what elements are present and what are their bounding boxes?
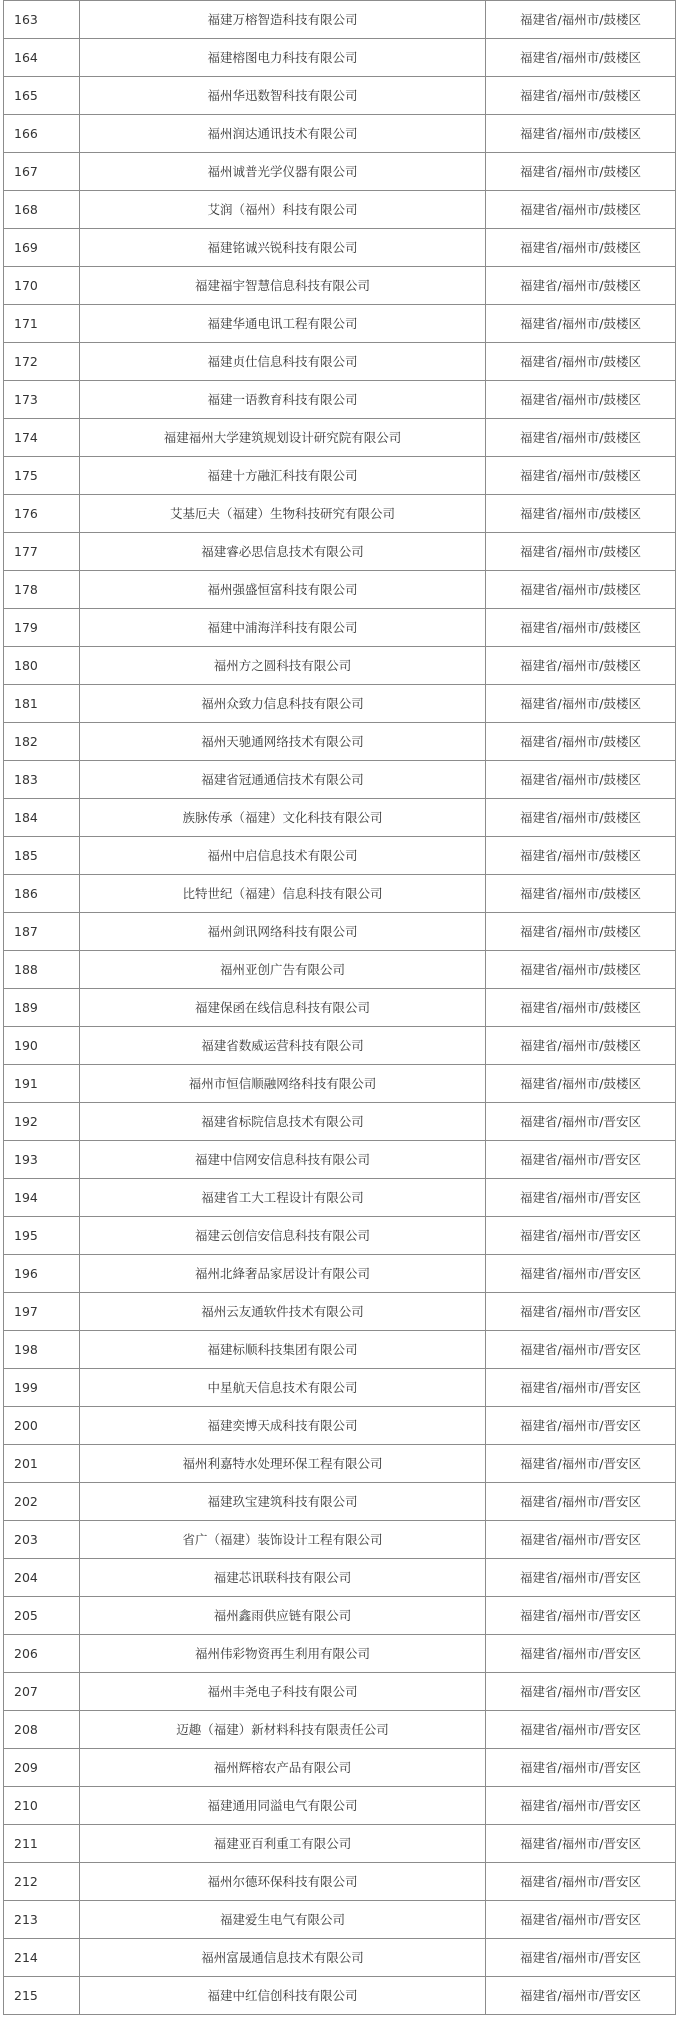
table-row (4, 1141, 676, 1179)
table-row (4, 1, 676, 39)
row-number: 185 (4, 837, 80, 875)
row-number: 197 (4, 1293, 80, 1331)
company-name: 福建福州大学建筑规划设计研究院有限公司 (80, 419, 486, 457)
row-number: 199 (4, 1369, 80, 1407)
row-number: 187 (4, 913, 80, 951)
company-name: 福建玖宝建筑科技有限公司 (80, 1483, 486, 1521)
company-table-body (4, 1, 676, 2015)
table-row (4, 1445, 676, 1483)
row-number: 177 (4, 533, 80, 571)
region-path: 福建省/福州市/鼓楼区 (486, 647, 676, 685)
table-row (4, 1179, 676, 1217)
region-path: 福建省/福州市/晋安区 (486, 1179, 676, 1217)
row-number: 164 (4, 39, 80, 77)
company-name: 福建省标院信息技术有限公司 (80, 1103, 486, 1141)
region-path: 福建省/福州市/晋安区 (486, 1483, 676, 1521)
company-name: 福建省工大工程设计有限公司 (80, 1179, 486, 1217)
table-row (4, 305, 676, 343)
company-name: 福建十方融汇科技有限公司 (80, 457, 486, 495)
region-path: 福建省/福州市/鼓楼区 (486, 229, 676, 267)
region-path: 福建省/福州市/鼓楼区 (486, 381, 676, 419)
table-row (4, 1711, 676, 1749)
company-name: 福州剑讯网络科技有限公司 (80, 913, 486, 951)
region-path: 福建省/福州市/鼓楼区 (486, 723, 676, 761)
company-name: 福建贞仕信息科技有限公司 (80, 343, 486, 381)
row-number: 176 (4, 495, 80, 533)
table-row (4, 267, 676, 305)
region-path: 福建省/福州市/鼓楼区 (486, 1, 676, 39)
company-name: 省广（福建）装饰设计工程有限公司 (80, 1521, 486, 1559)
region-path: 福建省/福州市/晋安区 (486, 1635, 676, 1673)
company-name: 福州亚创广告有限公司 (80, 951, 486, 989)
region-path: 福建省/福州市/鼓楼区 (486, 153, 676, 191)
company-name: 福州中启信息技术有限公司 (80, 837, 486, 875)
region-path: 福建省/福州市/晋安区 (486, 1559, 676, 1597)
table-row (4, 191, 676, 229)
region-path: 福建省/福州市/晋安区 (486, 1977, 676, 2015)
company-name: 福建铭诚兴锐科技有限公司 (80, 229, 486, 267)
row-number: 202 (4, 1483, 80, 1521)
table-row (4, 1825, 676, 1863)
table-row (4, 1635, 676, 1673)
row-number: 181 (4, 685, 80, 723)
table-row (4, 1863, 676, 1901)
row-number: 163 (4, 1, 80, 39)
table-row (4, 799, 676, 837)
table-row (4, 115, 676, 153)
table-row (4, 153, 676, 191)
region-path: 福建省/福州市/鼓楼区 (486, 267, 676, 305)
table-row (4, 1749, 676, 1787)
region-path: 福建省/福州市/鼓楼区 (486, 685, 676, 723)
company-name: 福建奕博天成科技有限公司 (80, 1407, 486, 1445)
table-row (4, 837, 676, 875)
region-path: 福建省/福州市/鼓楼区 (486, 951, 676, 989)
table-row (4, 685, 676, 723)
company-name: 福州富晟通信息技术有限公司 (80, 1939, 486, 1977)
table-row (4, 39, 676, 77)
table-row (4, 913, 676, 951)
region-path: 福建省/福州市/晋安区 (486, 1863, 676, 1901)
table-row (4, 1027, 676, 1065)
table-row (4, 1483, 676, 1521)
region-path: 福建省/福州市/晋安区 (486, 1521, 676, 1559)
company-name: 福建省数威运营科技有限公司 (80, 1027, 486, 1065)
region-path: 福建省/福州市/鼓楼区 (486, 571, 676, 609)
company-name: 福州市恒信顺融网络科技有限公司 (80, 1065, 486, 1103)
company-name: 族脉传承（福建）文化科技有限公司 (80, 799, 486, 837)
company-name: 福州众致力信息科技有限公司 (80, 685, 486, 723)
region-path: 福建省/福州市/晋安区 (486, 1901, 676, 1939)
row-number: 203 (4, 1521, 80, 1559)
region-path: 福建省/福州市/鼓楼区 (486, 419, 676, 457)
table-row (4, 1407, 676, 1445)
region-path: 福建省/福州市/鼓楼区 (486, 191, 676, 229)
region-path: 福建省/福州市/鼓楼区 (486, 799, 676, 837)
row-number: 189 (4, 989, 80, 1027)
row-number: 171 (4, 305, 80, 343)
row-number: 215 (4, 1977, 80, 2015)
table-row (4, 343, 676, 381)
company-name: 福州北綘奢品家居设计有限公司 (80, 1255, 486, 1293)
company-name: 迈趣（福建）新材料科技有限责任公司 (80, 1711, 486, 1749)
region-path: 福建省/福州市/晋安区 (486, 1369, 676, 1407)
company-name: 福建保函在线信息科技有限公司 (80, 989, 486, 1027)
row-number: 207 (4, 1673, 80, 1711)
region-path: 福建省/福州市/晋安区 (486, 1407, 676, 1445)
table-row (4, 647, 676, 685)
company-name: 福州润达通讯技术有限公司 (80, 115, 486, 153)
row-number: 196 (4, 1255, 80, 1293)
region-path: 福建省/福州市/晋安区 (486, 1787, 676, 1825)
company-name: 福州鑫雨供应链有限公司 (80, 1597, 486, 1635)
table-row (4, 77, 676, 115)
row-number: 170 (4, 267, 80, 305)
row-number: 184 (4, 799, 80, 837)
company-name: 福州天驰通网络技术有限公司 (80, 723, 486, 761)
region-path: 福建省/福州市/晋安区 (486, 1749, 676, 1787)
region-path: 福建省/福州市/鼓楼区 (486, 875, 676, 913)
region-path: 福建省/福州市/晋安区 (486, 1825, 676, 1863)
region-path: 福建省/福州市/晋安区 (486, 1141, 676, 1179)
table-row (4, 1673, 676, 1711)
table-row (4, 1103, 676, 1141)
company-name: 福州强盛恒富科技有限公司 (80, 571, 486, 609)
table-row (4, 1217, 676, 1255)
region-path: 福建省/福州市/鼓楼区 (486, 39, 676, 77)
table-row (4, 1597, 676, 1635)
company-name: 福建一语教育科技有限公司 (80, 381, 486, 419)
company-name: 福州利嘉特水处理环保工程有限公司 (80, 1445, 486, 1483)
region-path: 福建省/福州市/晋安区 (486, 1255, 676, 1293)
row-number: 172 (4, 343, 80, 381)
row-number: 208 (4, 1711, 80, 1749)
company-name: 艾基厄夫（福建）生物科技研究有限公司 (80, 495, 486, 533)
table-row (4, 419, 676, 457)
company-name: 福建睿必思信息技术有限公司 (80, 533, 486, 571)
row-number: 206 (4, 1635, 80, 1673)
row-number: 212 (4, 1863, 80, 1901)
region-path: 福建省/福州市/晋安区 (486, 1673, 676, 1711)
region-path: 福建省/福州市/鼓楼区 (486, 115, 676, 153)
table-row (4, 609, 676, 647)
region-path: 福建省/福州市/鼓楼区 (486, 609, 676, 647)
row-number: 194 (4, 1179, 80, 1217)
region-path: 福建省/福州市/晋安区 (486, 1939, 676, 1977)
region-path: 福建省/福州市/鼓楼区 (486, 533, 676, 571)
row-number: 182 (4, 723, 80, 761)
table-row (4, 533, 676, 571)
region-path: 福建省/福州市/晋安区 (486, 1103, 676, 1141)
company-name: 比特世纪（福建）信息科技有限公司 (80, 875, 486, 913)
company-name: 艾润（福州）科技有限公司 (80, 191, 486, 229)
company-name: 福州云友通软件技术有限公司 (80, 1293, 486, 1331)
row-number: 200 (4, 1407, 80, 1445)
region-path: 福建省/福州市/鼓楼区 (486, 989, 676, 1027)
row-number: 168 (4, 191, 80, 229)
region-path: 福建省/福州市/鼓楼区 (486, 343, 676, 381)
row-number: 165 (4, 77, 80, 115)
row-number: 175 (4, 457, 80, 495)
row-number: 209 (4, 1749, 80, 1787)
row-number: 190 (4, 1027, 80, 1065)
table-row (4, 1065, 676, 1103)
row-number: 205 (4, 1597, 80, 1635)
company-name: 福建省冠通通信技术有限公司 (80, 761, 486, 799)
table-row (4, 1521, 676, 1559)
region-path: 福建省/福州市/晋安区 (486, 1445, 676, 1483)
company-name: 福建中红信创科技有限公司 (80, 1977, 486, 2015)
table-row (4, 1939, 676, 1977)
table-row (4, 1255, 676, 1293)
company-name: 福建标顺科技集团有限公司 (80, 1331, 486, 1369)
region-path: 福建省/福州市/鼓楼区 (486, 457, 676, 495)
table-row (4, 1787, 676, 1825)
table-row (4, 571, 676, 609)
company-name: 福建爱生电气有限公司 (80, 1901, 486, 1939)
table-row (4, 951, 676, 989)
table-row (4, 1977, 676, 2015)
region-path: 福建省/福州市/鼓楼区 (486, 761, 676, 799)
company-name: 福州尔德环保科技有限公司 (80, 1863, 486, 1901)
company-name: 福建云创信安信息科技有限公司 (80, 1217, 486, 1255)
row-number: 180 (4, 647, 80, 685)
region-path: 福建省/福州市/鼓楼区 (486, 1065, 676, 1103)
table-row (4, 989, 676, 1027)
table-row (4, 1559, 676, 1597)
row-number: 173 (4, 381, 80, 419)
table-row (4, 1369, 676, 1407)
table-row (4, 761, 676, 799)
row-number: 179 (4, 609, 80, 647)
row-number: 183 (4, 761, 80, 799)
row-number: 191 (4, 1065, 80, 1103)
table-row (4, 1331, 676, 1369)
row-number: 213 (4, 1901, 80, 1939)
row-number: 186 (4, 875, 80, 913)
row-number: 178 (4, 571, 80, 609)
company-name: 福建中浦海洋科技有限公司 (80, 609, 486, 647)
region-path: 福建省/福州市/鼓楼区 (486, 305, 676, 343)
company-name: 福建福宇智慧信息科技有限公司 (80, 267, 486, 305)
row-number: 188 (4, 951, 80, 989)
row-number: 174 (4, 419, 80, 457)
row-number: 169 (4, 229, 80, 267)
company-name: 福州华迅数智科技有限公司 (80, 77, 486, 115)
region-path: 福建省/福州市/鼓楼区 (486, 77, 676, 115)
row-number: 195 (4, 1217, 80, 1255)
table-row (4, 495, 676, 533)
region-path: 福建省/福州市/晋安区 (486, 1711, 676, 1749)
region-path: 福建省/福州市/晋安区 (486, 1217, 676, 1255)
row-number: 211 (4, 1825, 80, 1863)
company-name: 福建中信网安信息科技有限公司 (80, 1141, 486, 1179)
row-number: 201 (4, 1445, 80, 1483)
company-name: 福州方之圆科技有限公司 (80, 647, 486, 685)
company-name: 福建芯讯联科技有限公司 (80, 1559, 486, 1597)
table-row (4, 1293, 676, 1331)
region-path: 福建省/福州市/鼓楼区 (486, 913, 676, 951)
row-number: 198 (4, 1331, 80, 1369)
region-path: 福建省/福州市/鼓楼区 (486, 1027, 676, 1065)
table-row (4, 1901, 676, 1939)
company-name: 福州诚普光学仪器有限公司 (80, 153, 486, 191)
table-row (4, 457, 676, 495)
table-row (4, 723, 676, 761)
region-path: 福建省/福州市/晋安区 (486, 1597, 676, 1635)
company-name: 福建通用同溢电气有限公司 (80, 1787, 486, 1825)
region-path: 福建省/福州市/晋安区 (486, 1331, 676, 1369)
row-number: 166 (4, 115, 80, 153)
company-name: 福建华通电讯工程有限公司 (80, 305, 486, 343)
company-name: 福建万榕智造科技有限公司 (80, 1, 486, 39)
region-path: 福建省/福州市/鼓楼区 (486, 837, 676, 875)
row-number: 167 (4, 153, 80, 191)
row-number: 210 (4, 1787, 80, 1825)
company-name: 福州丰尧电子科技有限公司 (80, 1673, 486, 1711)
region-path: 福建省/福州市/晋安区 (486, 1293, 676, 1331)
company-name: 福建榕图电力科技有限公司 (80, 39, 486, 77)
company-name: 福州辉榕农产品有限公司 (80, 1749, 486, 1787)
company-name: 福建亚百利重工有限公司 (80, 1825, 486, 1863)
table-row (4, 381, 676, 419)
row-number: 214 (4, 1939, 80, 1977)
table-row (4, 875, 676, 913)
region-path: 福建省/福州市/鼓楼区 (486, 495, 676, 533)
row-number: 193 (4, 1141, 80, 1179)
company-name: 福州伟彩物资再生利用有限公司 (80, 1635, 486, 1673)
row-number: 192 (4, 1103, 80, 1141)
table-row (4, 229, 676, 267)
company-table (3, 0, 676, 2015)
row-number: 204 (4, 1559, 80, 1597)
company-name: 中星航天信息技术有限公司 (80, 1369, 486, 1407)
